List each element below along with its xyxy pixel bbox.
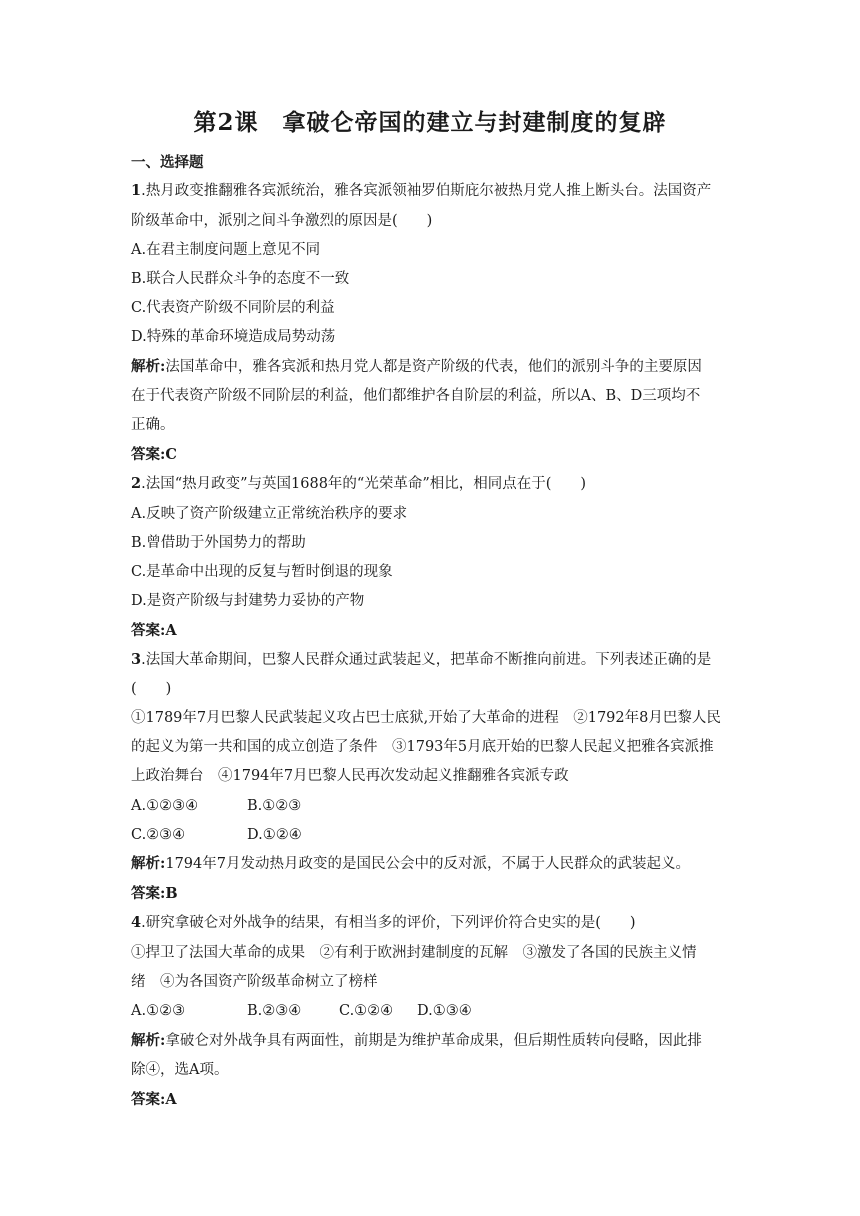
question-number: 3 bbox=[131, 651, 142, 668]
question-3-items-line-2: 的起义为第一共和国的成立创造了条件 ③1793年5月底开始的巴黎人民起义把雅各宾派推 bbox=[131, 739, 714, 755]
question-3-analysis-line-1 bbox=[131, 855, 690, 873]
question-3-options-row-1 bbox=[131, 797, 301, 815]
question-3-items-line-3: 上政治舞台 ④1794年7月巴黎人民再次发动起义推翻雅各宾派专政 bbox=[131, 768, 569, 784]
question-4-analysis-line-2: 除④，选A项。 bbox=[131, 1062, 229, 1078]
question-4-option-d: D.①③④ bbox=[417, 1003, 472, 1019]
question-3-options-row-2 bbox=[131, 826, 302, 844]
question-1-analysis-line-3: 正确。 bbox=[131, 417, 175, 433]
question-1-answer: 答案:C bbox=[131, 446, 177, 463]
question-3-stem-line-1 bbox=[131, 651, 711, 669]
analysis-text: 法国革命中，雅各宾派和热月党人都是资产阶级的代表，他们的派别斗争的主要原因 bbox=[165, 359, 702, 375]
question-1-analysis-line-2: 在于代表资产阶级不同阶层的利益，他们都维护各自阶层的利益，所以A、B、D三项均不 bbox=[131, 388, 701, 404]
question-number: 2 bbox=[131, 475, 142, 492]
stem-text: .研究拿破仑对外战争的结果，有相当多的评价，下列评价符合史实的是( ) bbox=[141, 915, 636, 931]
question-1-option-a: A.在君主制度问题上意见不同 bbox=[131, 242, 321, 258]
question-2-answer: 答案:A bbox=[131, 622, 177, 639]
question-2-option-c: C.是革命中出现的反复与暂时倒退的现象 bbox=[131, 564, 393, 580]
stem-text: .法国大革命期间，巴黎人民群众通过武装起义，把革命不断推向前进。下列表述正确的是 bbox=[141, 652, 712, 668]
question-2-option-d: D.是资产阶级与封建势力妥协的产物 bbox=[131, 593, 365, 609]
question-3-stem-line-2: ( ) bbox=[131, 681, 172, 697]
question-4-items-line-2: 绪 ④为各国资产阶级革命树立了榜样 bbox=[131, 974, 378, 990]
analysis-label: 解析: bbox=[131, 358, 166, 375]
question-2-option-a: A.反映了资产阶级建立正常统治秩序的要求 bbox=[131, 506, 408, 522]
question-1-option-b: B.联合人民群众斗争的态度不一致 bbox=[131, 271, 350, 287]
stem-text: .热月政变推翻雅各宾派统治，雅各宾派领袖罗伯斯庇尔被热月党人推上断头台。法国资产 bbox=[141, 183, 712, 199]
question-2-stem-line-1 bbox=[131, 475, 586, 493]
question-1-option-d: D.特殊的革命环境造成局势动荡 bbox=[131, 329, 336, 345]
question-3-option-b: B.①②③ bbox=[247, 798, 302, 814]
question-3-option-a: A.①②③④ bbox=[131, 798, 199, 814]
question-1-analysis-line-1 bbox=[131, 358, 702, 376]
analysis-label: 解析: bbox=[131, 1032, 166, 1049]
question-3-option-d: D.①②④ bbox=[247, 827, 302, 843]
question-3-option-c: C.②③④ bbox=[131, 827, 186, 843]
question-3-items-line-1: ①1789年7月巴黎人民武装起义攻占巴士底狱,开始了大革命的进程 ②1792年8月巴黎人民 bbox=[131, 710, 721, 726]
analysis-text: 拿破仑对外战争具有两面性，前期是为维护革命成果，但后期性质转向侵略，因此排 bbox=[165, 1033, 702, 1049]
section-heading: 一、选择题 bbox=[131, 154, 204, 171]
question-4-options-row bbox=[131, 1002, 472, 1020]
question-4-answer: 答案:A bbox=[131, 1091, 177, 1108]
question-number: 1 bbox=[131, 182, 142, 199]
question-4-option-c: C.①②④ bbox=[339, 1003, 394, 1019]
question-number: 4 bbox=[131, 914, 142, 931]
question-4-items-line-1: ①捍卫了法国大革命的成果 ②有利于欧洲封建制度的瓦解 ③激发了各国的民族主义情 bbox=[131, 945, 697, 961]
question-4-option-b: B.②③④ bbox=[247, 1003, 302, 1019]
question-2-option-b: B.曾借助于外国势力的帮助 bbox=[131, 535, 306, 551]
analysis-label: 解析: bbox=[131, 855, 166, 872]
question-1-option-c: C.代表资产阶级不同阶层的利益 bbox=[131, 300, 335, 316]
page-title: 第2课 拿破仑帝国的建立与封建制度的复辟 bbox=[193, 109, 667, 136]
stem-text: .法国“热月政变”与英国1688年的“光荣革命”相比，相同点在于( ) bbox=[141, 476, 587, 492]
question-1-stem-line-2: 阶级革命中，派别之间斗争激烈的原因是( ) bbox=[131, 213, 433, 229]
question-4-stem-line-1 bbox=[131, 914, 636, 932]
question-4-analysis-line-1 bbox=[131, 1032, 702, 1050]
question-3-answer: 答案:B bbox=[131, 885, 178, 902]
question-4-option-a: A.①②③ bbox=[131, 1003, 186, 1019]
question-1-stem-line-1 bbox=[131, 182, 711, 200]
analysis-text: 1794年7月发动热月政变的是国民公会中的反对派，不属于人民群众的武装起义。 bbox=[165, 856, 690, 872]
